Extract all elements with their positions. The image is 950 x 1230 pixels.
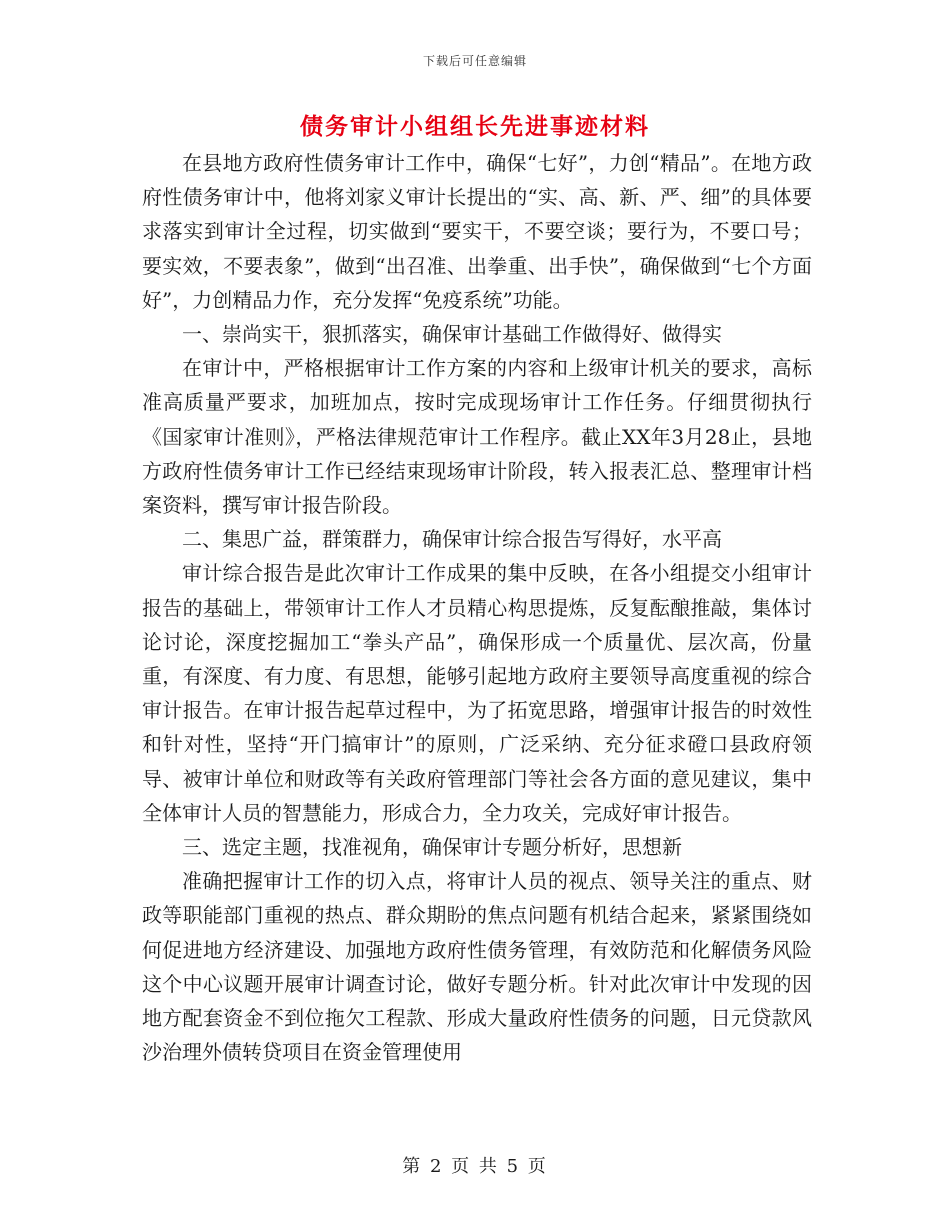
document-body [142,146,812,1069]
paragraph-section-2: 审计综合报告是此次审计工作成果的集中反映，在各小组提交小组审计报告的基础上，带领审计工作人才员精心构思提炼，反复酝酿推敲，集体讨论讨论，深度挖掘加工“拳头产品”，确保形成一个质量优、层次高，份量重，有深度、有力度、有思想，能够引起地方政府主要领导高度重视的综合审计报告。在审计报告起草过程中，为了拓宽思路，增强审计报告的时效性和针对性，坚持“开门搞审计”的原则，广泛采纳、充分征求磴口县政府领导、被审计单位和财政等有关政府管理部门等社会各方面的意见建议，集中全体审计人员的智慧能力，形成合力，全力攻关，完成好审计报告。 [142,561,812,825]
paragraph-section-1: 在审计中，严格根据审计工作方案的内容和上级审计机关的要求，高标准高质量严要求，加班加点，按时完成现场审计工作任务。仔细贯彻执行《国家审计准则》，严格法律规范审计工作程序。截止XX年3月28止，县地方政府性债务审计工作已经结束现场审计阶段，转入报表汇总、整理审计档案资料，撰写审计报告阶段。 [142,356,812,518]
section-heading-2: 二、集思广益，群策群力，确保审计综合报告写得好，水平高 [182,527,722,552]
header-note: 下载后可任意编辑 [422,54,527,68]
section-heading-1: 一、崇尚实干，狠抓落实，确保审计基础工作做得好、做得实 [182,322,722,347]
paragraph-section-3: 准确把握审计工作的切入点，将审计人员的视点、领导关注的重点、财政等职能部门重视的热点、群众期盼的焦点问题有机结合起来，紧紧围绕如何促进地方经济建设、加强地方政府性债务管理，有效防范和化解债务风险这个中心议题开展审计调查讨论，做好专题分析。针对此次审计中发现的因地方配套资金不到位拖欠工程款、形成大量政府性债务的问题，日元贷款风沙治理外债转贷项目在资金管理使用 [142,869,812,1065]
document-title: 债务审计小组组长先进事迹材料 [300,113,650,140]
page-number: 第 2 页 共 5 页 [402,1156,548,1177]
paragraph-intro: 在县地方政府性债务审计工作中，确保“七好”，力创“精品”。在地方政府性债务审计中，他将刘家义审计长提出的“实、高、新、严、细”的具体要求落实到审计全过程，切实做到“要实干，不要空谈；要行为，不要口号；要实效，不要表象”，做到“出召准、出拳重、出手快”，确保做到“七个方面好”，力创精品力作，充分发挥“免疫系统”功能。 [142,151,812,312]
section-heading-3: 三、选定主题，找准视角，确保审计专题分析好，思想新 [182,835,682,860]
